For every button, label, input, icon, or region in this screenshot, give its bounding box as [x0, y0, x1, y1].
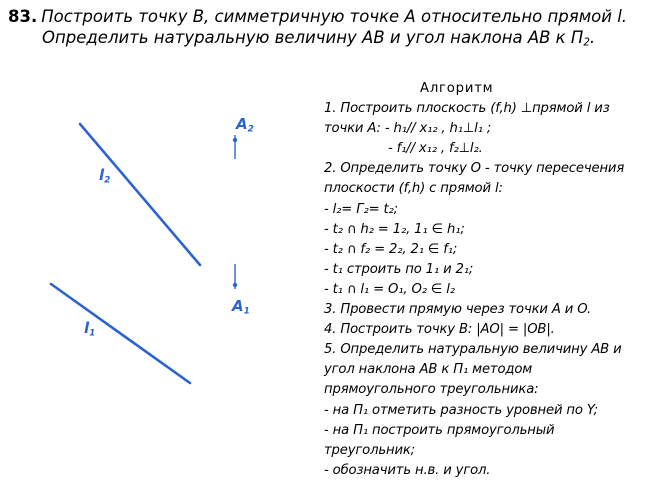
algorithm-line: - t₁ строить по 1₁ и 2₁; [324, 261, 474, 277]
algorithm-line: треугольник; [324, 442, 415, 458]
label-a2: $A_2$ [236, 115, 254, 135]
problem-line-2: Определить натуральную величину AB и угол наклона AB к П [42, 28, 584, 47]
algorithm-line: - t₂ ∩ h₂ = 1₂, 1₁ ∈ h₁; [324, 221, 465, 237]
algorithm-line: - t₁ ∩ l₁ = O₁, O₂ ∈ l₂ [324, 281, 455, 297]
point-a1 [233, 283, 237, 287]
algorithm-line: 3. Провести прямую через точки A и O. [324, 302, 592, 318]
problem-number: 83. [8, 7, 38, 26]
algorithm-line: угол наклона AB к П₁ методом [324, 362, 533, 378]
algorithm-line: - на П₁ построить прямоугольный [324, 422, 555, 438]
label-l2: $l_2$ [99, 166, 111, 186]
point-a2 [233, 138, 237, 142]
algorithm-line: - l₂= Г₂= t₂; [324, 201, 398, 217]
algorithm-line: - обозначить н.в. и угол. [324, 462, 491, 478]
problem-line-2-sub: 2 [583, 37, 590, 49]
algorithm-line: прямоугольного треугольника: [324, 382, 539, 398]
line-l2 [80, 124, 200, 265]
algorithm-line: 2. Определить точку O - точку пересечения [324, 161, 625, 177]
algorithm-line: точки A: - h₁// x₁₂ , h₁⊥l₁ ; [324, 121, 492, 137]
algorithm-block [324, 79, 660, 481]
algorithm-line: - на П₁ отметить разность уровней по Y; [324, 402, 598, 418]
problem-line-2-end: . [589, 28, 596, 47]
algorithm-line: 4. Построить точку B: |AO| = |OB|. [324, 322, 555, 338]
algorithm-line: 1. Построить плоскость (f,h) ⊥прямой l из [324, 101, 610, 117]
line-l1 [51, 284, 190, 383]
algorithm-line: 5. Определить натуральную величину AB и [324, 342, 622, 358]
problem-line-1: Построить точку B, симметричную точке A относительно прямой l. [41, 7, 628, 26]
label-l1: $l_1$ [84, 319, 96, 339]
label-a1: $A_1$ [232, 297, 250, 317]
algorithm-line: плоскости (f,h) с прямой l: [324, 181, 503, 197]
algorithm-title: Алгоритм [420, 81, 494, 96]
algorithm-line: - f₁// x₁₂ , f₂⊥l₂. [388, 141, 483, 157]
algorithm-line: - t₂ ∩ f₂ = 2₂, 2₁ ∈ f₁; [324, 241, 458, 257]
